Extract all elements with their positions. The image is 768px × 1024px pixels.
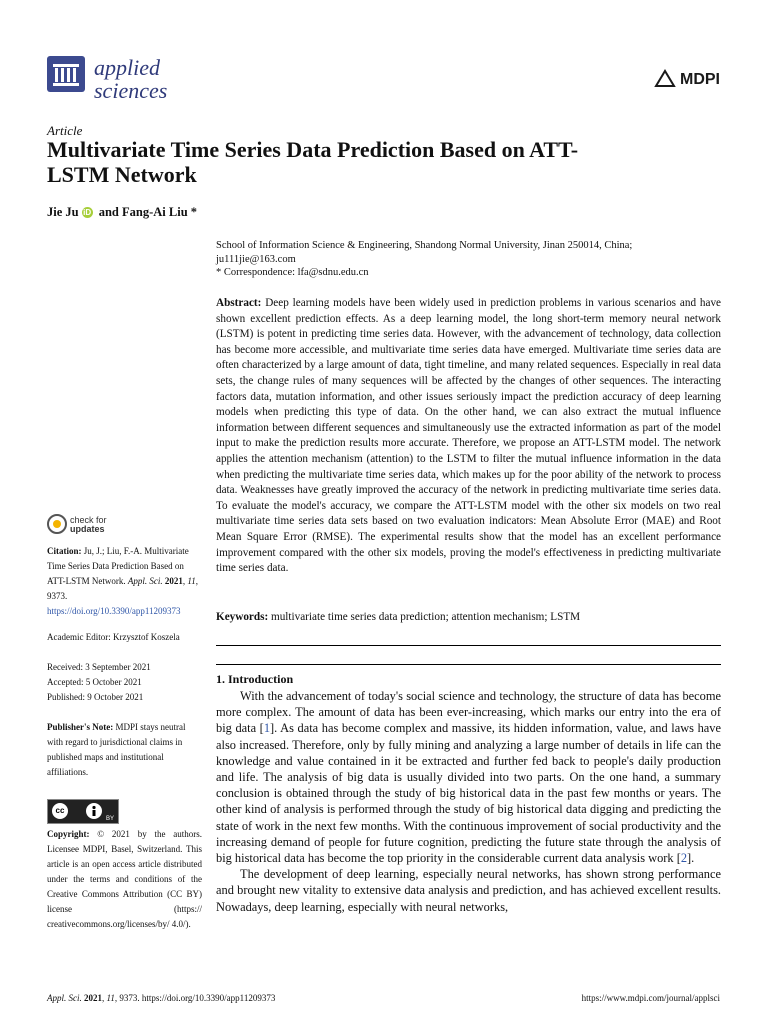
author-name[interactable]: and Fang-Ai Liu * <box>95 205 198 219</box>
journal-url[interactable]: https://www.mdpi.com/journal/applsci <box>581 993 720 1003</box>
section-heading: 1. Introduction <box>216 672 294 686</box>
divider <box>216 664 721 665</box>
paragraph: The development of deep learning, especially neural networks, has shown strong performance and brought new vitality to extensive data analysis and prediction, and has achieved excellent results. Nowadays, deep learning, especially with neural networks, <box>216 867 721 914</box>
copyright: Copyright: © 2021 by the authors. Licensee MDPI, Basel, Switzerland. This article is an open access article distributed under the terms and conditions of the Creative Commons Attribution (CC BY) license (https:// creativecommons.org/licenses/by/ 4.0/). <box>47 829 203 929</box>
reference-link[interactable]: 1 <box>263 721 271 736</box>
citation: Citation: Ju, J.; Liu, F.-A. Multivariate Time Series Data Prediction Based on ATT-LSTM Network. Appl. Sci. 2021, 11, 9373. https://doi.org/10.3390/app11209373 <box>47 546 199 616</box>
publisher-logo[interactable] <box>654 68 720 90</box>
accepted-date: Accepted: 5 October 2021 <box>47 677 142 687</box>
keywords-text: multivariate time series data prediction; attention mechanism; LSTM <box>271 611 581 623</box>
publishers-note: Publisher's Note: MDPI stays neutral with regard to jurisdictional claims in published maps and institutional affiliations. <box>47 722 186 777</box>
received-date: Received: 3 September 2021 <box>47 662 151 672</box>
footer-citation: Appl. Sci. 2021, 11, 9373. https://doi.org/10.3390/app11209373 <box>47 993 276 1003</box>
abstract-label: Abstract: <box>216 297 262 309</box>
academic-editor: Academic Editor: Krzysztof Koszela <box>47 632 180 642</box>
dates <box>47 660 202 705</box>
attribution-icon <box>86 803 102 819</box>
published-date: Published: 9 October 2021 <box>47 692 144 702</box>
divider <box>216 645 721 646</box>
keywords <box>216 611 721 623</box>
journal-logo[interactable] <box>47 56 217 106</box>
cc-by-license-badge[interactable]: cc BY <box>47 799 119 824</box>
article-type: Article <box>47 123 83 138</box>
mdpi-icon <box>654 68 676 88</box>
keywords-label: Keywords: <box>216 611 269 623</box>
abstract <box>216 296 721 577</box>
cc-icon: cc <box>52 803 68 819</box>
citation-doi-link[interactable]: https://doi.org/10.3390/app11209373 <box>47 606 181 616</box>
journal-logo-icon <box>47 56 85 92</box>
check-for-updates-badge[interactable]: check for updates <box>47 514 137 538</box>
orcid-icon[interactable]: iD <box>83 208 92 217</box>
abstract-text: Deep learning models have been widely used in prediction problems in various scenarios and have shown excellent prediction effects. As a deep learning model, the long short-term memory neural network (LSTM) is potent in predicting time series data. However, with the advancement of technology, data collection has become more accessible, and multivariate time series data have emerged. Multivariate time series data are often characterized by a large amount of data, tight timeline, and many related sequences. Especially in real data sets, the change rules of many sequences will be affected by the changes of other sequences. The interacting factors data, mutation information, and other issues seriously impact the prediction accuracy of deep learning models when predicting this type of data. On the other hand, we can also extract the mutual influence information between different sequences and simultaneously use the extracted information as part of the model input to make the prediction results more accurate. Therefore, we propose an ATT-LSTM model. The network applies the attention mechanism (attention) to the LSTM to filter the mutual influence information in the data when predicting the multivariate time series data, which makes up for the poor ability of the network to process data. Weaknesses have greatly improved the accuracy of the network in predicting multivariate time series data. To evaluate the model's accuracy, we compare the ATT-LSTM model with the other six models on two real multivariate time series data sets based on two evaluation indicators: Mean Absolute Error (MAE) and Root Mean Square Error (RMSE). The experimental results show that the model has an excellent performance improvement compared with the other six models, proving the model's effectiveness in predicting multivariate time series data. <box>216 297 721 575</box>
article-title: Multivariate Time Series Data Prediction Based on ATT-LSTM Network <box>47 137 579 187</box>
reference-link[interactable]: 2 <box>680 851 688 866</box>
affiliation: School of Information Science & Engineering, Shandong Normal University, Jinan 250014, China; ju111jie@163.com * Correspondence: lfa@sdnu.edu.cn <box>216 239 726 280</box>
journal-name: applied sciences <box>94 55 168 103</box>
paragraph: With the advancement of today's social science and technology, the structure of data has become more complex. The amount of data has been ever-increasing, which marks our entry into the era of big data [1]. As data has become complex and massive, its hidden information, value, and laws have also increased. Therefore, only by fully mining and analyzing a large number of details in life can the knowledge and value contained in it be extracted and further fed back to people's daily production and life. The analysis of big data is usually divided into two parts. On the one hand, a summary conclusion is obtained through the study of big historical data in the past few months or years. The other kind of analysis is performed through the study of big historical data digging and predicting the state of work in the next few months. With the continuous improvement of social productivity and the increasing demand of people for future cognition, predicting the future state through the analysis of big historical data has become the top priority in the considerable current data analysis work [2]. <box>216 689 721 866</box>
correspondence: * Correspondence: lfa@sdnu.edu.cn <box>216 267 369 278</box>
author-name[interactable]: Jie Ju <box>47 205 79 219</box>
check-for-updates-icon <box>47 514 67 534</box>
publisher-name: MDPI <box>680 71 720 88</box>
introduction-body <box>216 688 721 915</box>
author-list <box>47 205 197 220</box>
